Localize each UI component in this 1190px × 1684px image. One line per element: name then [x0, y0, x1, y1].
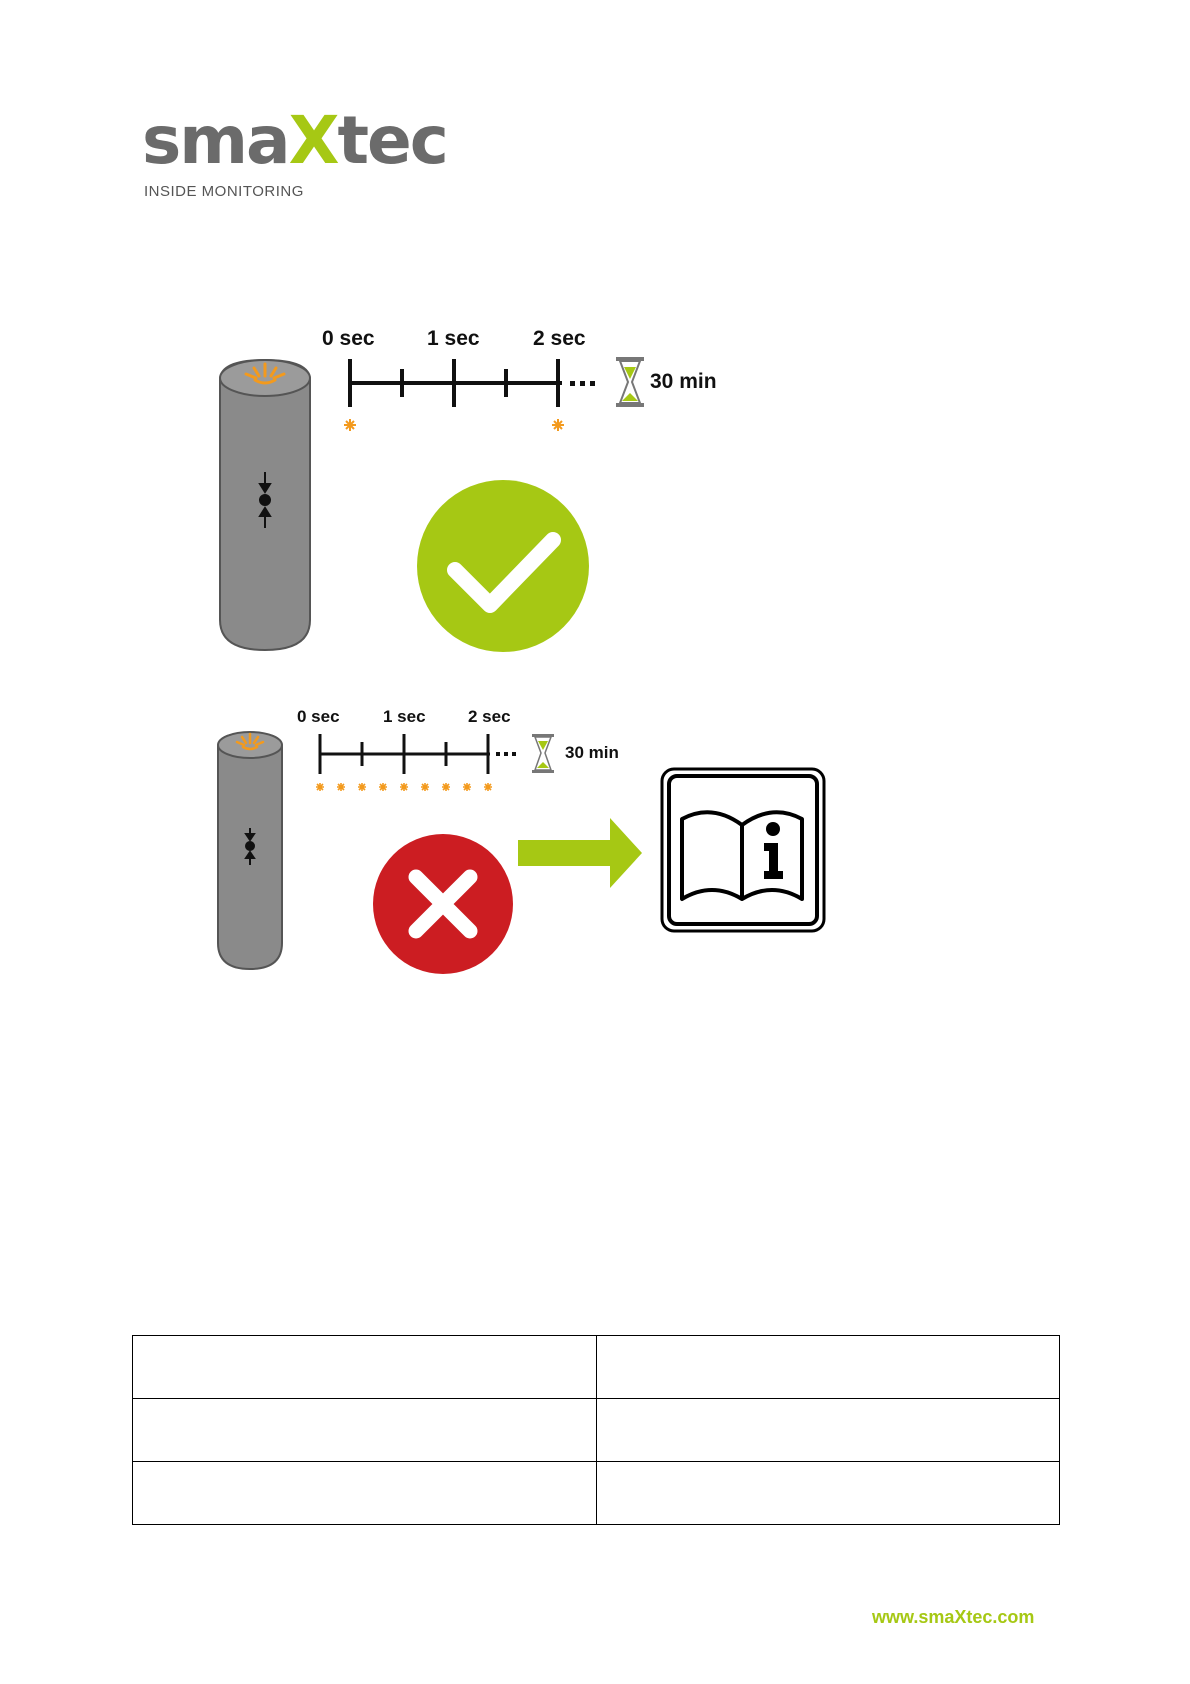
- table-cell: [596, 1399, 1060, 1462]
- table-row: [133, 1399, 1060, 1462]
- logo-word-right: tec: [337, 102, 447, 179]
- company-logo: [142, 102, 502, 208]
- hourglass-icon: [616, 357, 644, 407]
- timeline: [310, 730, 560, 800]
- info-table: [132, 1335, 1060, 1525]
- flash-marker-icon: [344, 419, 564, 431]
- time-label-0s: 0 sec: [297, 707, 340, 726]
- footer-website-link[interactable]: www.smaXtec.com: [872, 1607, 1035, 1627]
- time-label-2s: 2 sec: [533, 327, 586, 350]
- time-label-0s: 0 sec: [322, 327, 375, 350]
- table-cell: [133, 1462, 597, 1525]
- check-icon: [415, 478, 591, 654]
- time-label-2s: 2 sec: [468, 707, 511, 726]
- logo-word-left: sma: [142, 102, 289, 179]
- table-row: [133, 1462, 1060, 1525]
- hourglass-icon: [532, 734, 554, 773]
- duration-label: 30 min: [650, 370, 717, 393]
- timeline: [330, 355, 650, 435]
- table-cell: [133, 1336, 597, 1399]
- logo-word-x: X: [288, 102, 338, 179]
- arrow-right-icon: [518, 818, 643, 888]
- table-row: [133, 1336, 1060, 1399]
- manual-info-icon: [660, 767, 826, 933]
- time-label-1s: 1 sec: [427, 327, 480, 350]
- flash-marker-icon: [316, 783, 492, 791]
- cross-icon: [372, 833, 514, 975]
- duration-label: 30 min: [565, 743, 619, 762]
- logo-wordmark: [142, 102, 447, 179]
- logo-tagline: INSIDE MONITORING: [144, 183, 304, 200]
- bolus-device-icon: [210, 350, 320, 660]
- table-cell: [596, 1462, 1060, 1525]
- bolus-device-icon: [210, 725, 290, 975]
- table-cell: [596, 1336, 1060, 1399]
- table-cell: [133, 1399, 597, 1462]
- time-label-1s: 1 sec: [383, 707, 426, 726]
